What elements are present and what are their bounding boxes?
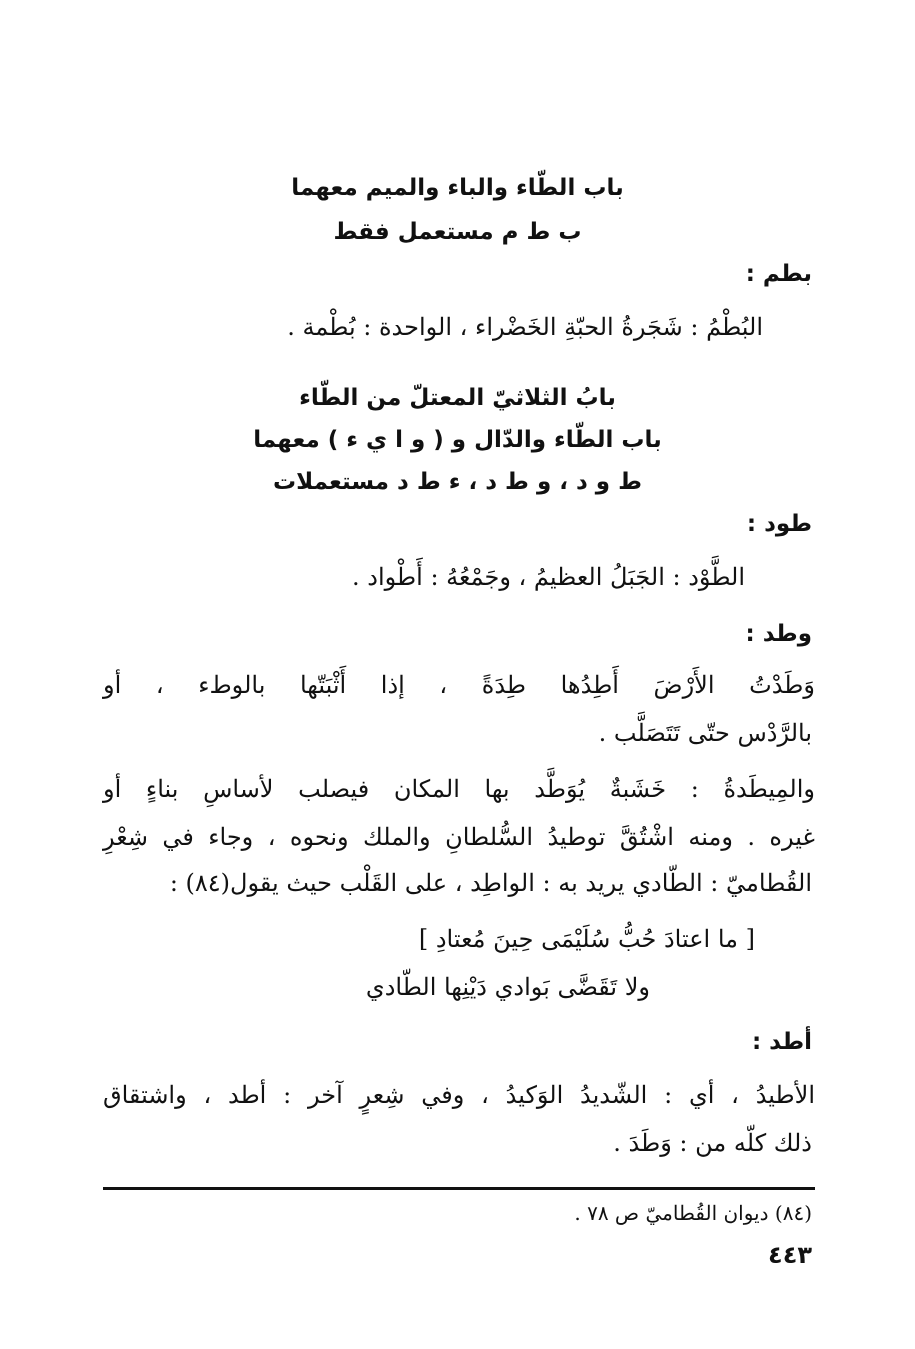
entry-text-line: البُطْمُ : شَجَرةُ الحبّةِ الخَضْراء ، الواحدة : بُطْمة . <box>287 313 763 341</box>
entry-text-line: بالرَّدْس حتّى تَتَصَلَّب . <box>598 719 812 747</box>
verse-line-second-hemistich: ولا تَقَضَّى بَوادي دَيْنِها الطّادي <box>365 973 650 1001</box>
entry-text-line: وَطَدْتُ الأَرْضَ أَطِدُها طِدَةً ، إذا أَثْبَتّها بالوطء ، أو <box>103 671 815 699</box>
weak-chapter-title: بابُ الثلاثيّ المعتلّ من الطّاء <box>299 385 616 411</box>
entry-text-line: القُطاميّ : الطّادي يريد به : الواطِد ، على القَلْب حيث يقول(٨٤) : <box>169 869 812 897</box>
verse-line-first-hemistich: [ ما اعتادَ حُبُّ سُلَيْمَى حِينَ مُعتادِ ] <box>418 925 755 953</box>
entry-headword-watd: وطد : <box>745 621 812 647</box>
page-number: ٤٤٣ <box>768 1241 812 1269</box>
weak-chapter-roots: ط و د ، و ط د ، ء ط د مستعملات <box>273 469 642 495</box>
entry-text-line: الطَّوْد : الجَبَلُ العظيمُ ، وجَمْعُهُ : أَطْواد . <box>352 563 745 591</box>
entry-headword-atd: أطد : <box>751 1029 812 1055</box>
entry-headword-tawd: طود : <box>746 511 812 537</box>
entry-headword-batm: بطم : <box>745 261 812 287</box>
chapter-subtitle: ب ط م مستعمل فقط <box>333 219 582 245</box>
entry-text-line: الأطيدُ ، أي : الشّديدُ الوَكيدُ ، وفي شِعرٍ آخر : أطد ، واشتقاق <box>103 1081 815 1109</box>
chapter-title: باب الطّاء والباء والميم معهما <box>291 175 624 201</box>
weak-chapter-subtitle: باب الطّاء والدّال و ( و ا ي ء ) معهما <box>253 427 662 453</box>
entry-text-line: والمِيطَدةُ : خَشَبةٌ يُوَطَّد بها المكان فيصلب لأساسِ بناءٍ أو <box>103 775 815 803</box>
entry-text-line: غيره . ومنه اشْتُقَّ توطيدُ السُّلطانِ والملك ونحوه ، وجاء في شِعْرِ <box>103 823 815 851</box>
footnote: (٨٤) ديوان القُطاميّ ص ٧٨ . <box>574 1201 812 1225</box>
footnote-divider <box>103 1187 815 1190</box>
entry-text-line: ذلك كلّه من : وَطَدَ . <box>613 1129 812 1157</box>
